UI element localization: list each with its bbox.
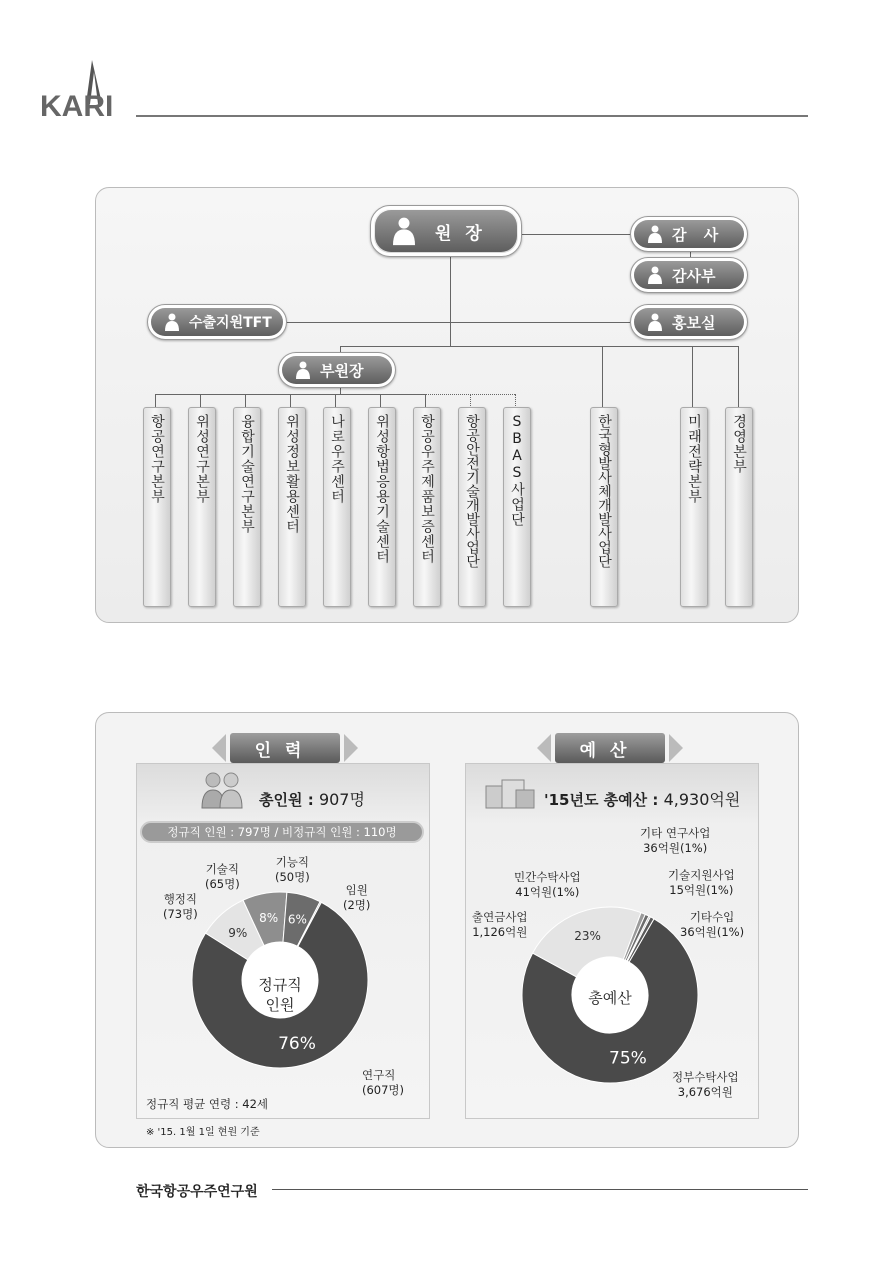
pr-office-box [630,304,748,340]
auditor-label: 감 사 [672,225,725,244]
donut-pct-label-0: 76% [278,1033,316,1054]
vice-director-box [278,352,396,388]
label-gov-value: 3,676억원 [677,1085,733,1099]
workforce-tab-label: 인력 [230,733,340,763]
label-skill-name: 기능직 [275,855,310,869]
label-private-name: 민간수탁사업 [514,870,581,884]
donut-pct-label-2: 8% [259,911,279,926]
workforce-tab [205,731,365,765]
label-skill-value: (50명) [275,870,310,884]
division-column: 미래전략본부 [680,407,708,607]
auditor-box [630,216,748,252]
workforce-summary: 정규직 인원 : 797명 / 비정규직 인원 : 110명 [167,825,397,839]
director-label: 원 장 [435,223,486,244]
people-icon [200,770,246,810]
footer-rule [272,1189,808,1190]
division-column: 융합기술연구본부 [233,407,261,607]
budget-total-label: '15년도 총예산 : [544,791,659,809]
export-tft-box [147,304,287,340]
label-admin-name: 행정직 [163,892,198,906]
label-exec-name: 임원 [345,883,368,897]
label-private-value: 41억원(1%) [515,885,580,899]
label-etc-research-name: 기타 연구사업 [640,826,711,840]
budget-total-value: 4,930억원 [663,790,741,809]
label-research-value: (607명) [362,1083,405,1097]
donut-pct-label-1: 23% [574,929,601,944]
person-icon [296,361,310,379]
division-column: 위성정보활용센터 [278,407,306,607]
label-research-name: 연구직 [362,1068,396,1082]
workforce-total-label: 총인원 : [259,791,314,809]
division-column: 위성연구본부 [188,407,216,607]
person-icon [648,313,662,331]
logo-text: KARI [40,90,114,118]
vice-director-label: 부원장 [320,361,364,380]
director-box [370,205,522,257]
label-exec-value: (2명) [343,898,371,912]
donut-pct-label-0: 75% [609,1048,647,1069]
budget-tab-label: 예산 [555,733,665,763]
person-icon [393,216,415,246]
division-column: 항공연구본부 [143,407,171,607]
label-tech-support-value: 15억원(1%) [669,883,734,897]
export-tft-label: 수출지원TFT [189,315,272,331]
division-column: 경영본부 [725,407,753,607]
label-etc-research-value: 36억원(1%) [643,841,708,855]
label-contrib-name: 출연금사업 [472,910,528,924]
division-column: 위성항법응용기술센터 [368,407,396,607]
label-tech-support-name: 기술지원사업 [668,868,735,882]
person-icon [648,266,662,284]
label-tech-name: 기술직 [205,862,240,876]
workforce-total-value: 907명 [318,790,365,809]
pr-office-label: 홍보실 [672,313,716,332]
workforce-summary-bar [140,821,424,843]
basis-note: ※ '15. 1월 1일 현원 기준 [146,1127,260,1138]
money-icon [482,772,538,812]
audit-dept-label: 감사부 [672,266,716,285]
label-tech-value: (65명) [205,877,240,891]
label-admin-value: (73명) [163,907,198,921]
budget-tab [530,731,690,765]
avg-age: 정규직 평균 연령 : 42세 [146,1097,269,1111]
division-column: 나로우주센터 [323,407,351,607]
audit-dept-box [630,257,748,293]
division-column: 한국형발사체개발사업단 [590,407,618,607]
donut-pct-label-1: 9% [228,925,248,940]
label-gov-name: 정부수탁사업 [672,1070,739,1084]
donut-pct-label-3: 6% [287,912,307,927]
budget-center-label: 총예산 [588,989,632,1007]
label-etc-income-name: 기타수입 [689,910,735,924]
workforce-center-label: 정규직 인원 [258,976,302,1014]
kari-logo [40,58,136,118]
division-column: 항공우주제품보증센터 [413,407,441,607]
label-etc-income-value: 36억원(1%) [680,925,745,939]
person-icon [648,225,662,243]
footer-org-name: 한국항공우주연구원 [136,1184,258,1200]
division-column: 항공안전기술개발사업단 [458,407,486,607]
header-rule [136,115,808,117]
label-contrib-value: 1,126억원 [472,925,528,939]
division-column: SBAS사업단 [503,407,531,607]
person-icon [165,313,179,331]
